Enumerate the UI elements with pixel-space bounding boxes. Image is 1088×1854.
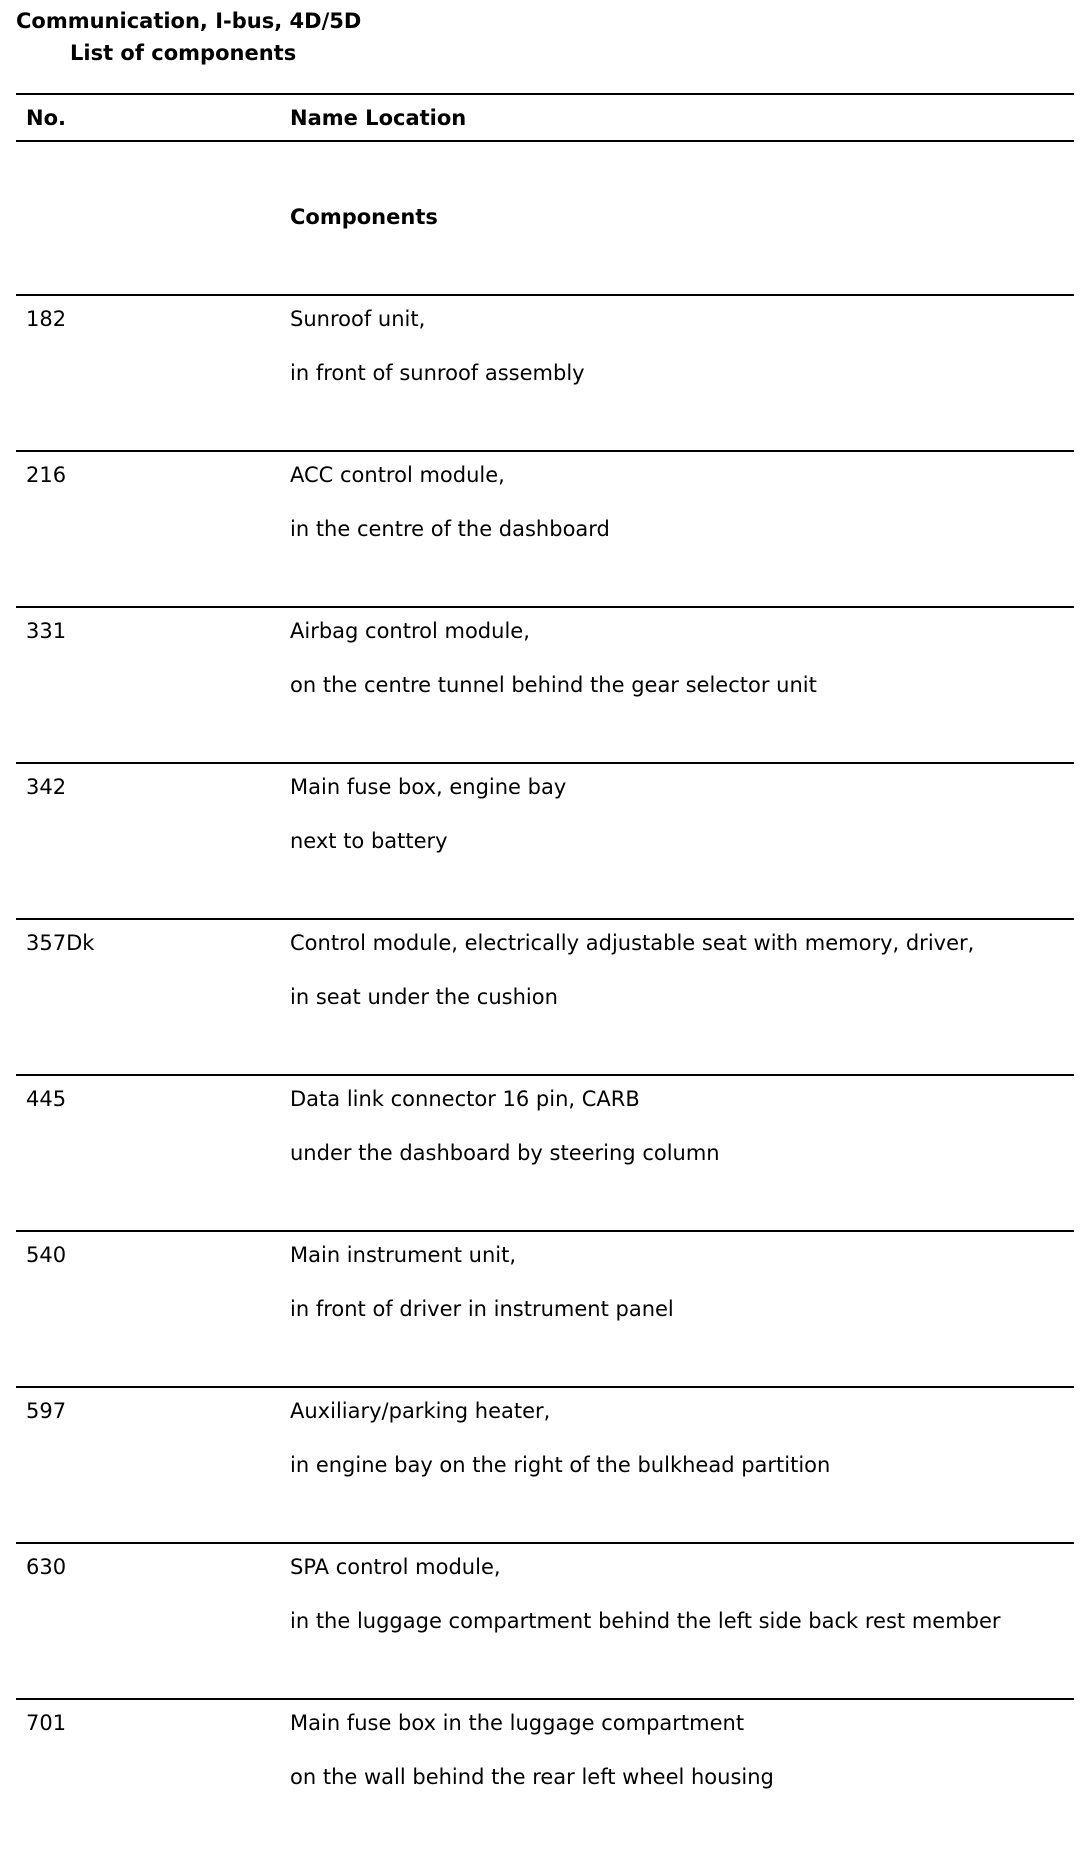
component-number: 445 [26,1087,67,1111]
table-row [16,1544,1074,1698]
component-number: 357Dk [26,931,95,955]
component-name: Control module, electrically adjustable seat with memory, driver, [290,931,975,955]
header-no: No. [26,106,66,130]
component-name: Data link connector 16 pin, CARB [290,1087,640,1111]
table-header-row [16,95,1074,140]
component-location: in the luggage compartment behind the left side back rest member [290,1609,1001,1633]
component-name: Main fuse box in the luggage compartment [290,1711,745,1735]
component-number: 331 [26,619,67,643]
table-row [16,296,1074,450]
component-location: in seat under the cushion [290,985,558,1009]
document-subtitle: List of components [70,41,297,65]
component-number: 630 [26,1555,67,1579]
component-location: in front of driver in instrument panel [290,1297,674,1321]
component-name: Airbag control module, [290,619,530,643]
table-row [16,764,1074,918]
component-name: ACC control module, [290,463,505,487]
component-location: in the centre of the dashboard [290,517,610,541]
table-row [16,608,1074,762]
component-location: on the centre tunnel behind the gear selector unit [290,673,817,697]
section-label: Components [290,205,438,229]
table-row [16,920,1074,1074]
component-location: under the dashboard by steering column [290,1141,720,1165]
section-row [16,142,1074,294]
component-name: Sunroof unit, [290,307,426,331]
table-row [16,1700,1074,1854]
table-row [16,1388,1074,1542]
document-title: Communication, I-bus, 4D/5D [16,9,362,33]
table-row [16,1232,1074,1386]
component-number: 540 [26,1243,67,1267]
table-row [16,1076,1074,1230]
component-location: next to battery [290,829,448,853]
component-location: on the wall behind the rear left wheel housing [290,1765,774,1789]
component-number: 597 [26,1399,67,1423]
component-name: Main fuse box, engine bay [290,775,567,799]
component-number: 182 [26,307,67,331]
component-number: 216 [26,463,67,487]
components-table [16,93,1074,1854]
component-location: in front of sunroof assembly [290,361,585,385]
component-location: in engine bay on the right of the bulkhead partition [290,1453,831,1477]
header-name-location: Name Location [290,106,467,130]
table-row [16,452,1074,606]
component-number: 342 [26,775,67,799]
component-name: Main instrument unit, [290,1243,517,1267]
component-name: Auxiliary/parking heater, [290,1399,551,1423]
component-number: 701 [26,1711,67,1735]
component-name: SPA control module, [290,1555,501,1579]
